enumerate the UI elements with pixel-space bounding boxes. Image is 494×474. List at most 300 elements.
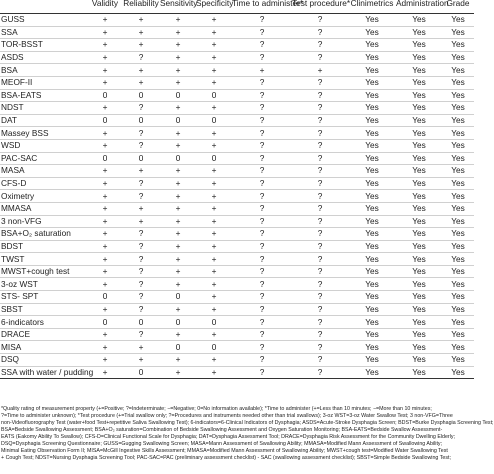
rating-cell: ? [292, 341, 348, 354]
table-body [0, 14, 474, 379]
rating-cell: ? [232, 240, 292, 253]
rating-cell: Yes [442, 51, 474, 64]
rating-cell: + [88, 64, 122, 77]
rating-cell: + [196, 202, 232, 215]
rating-cell: + [122, 215, 160, 228]
rating-cell: Yes [396, 240, 442, 253]
table-row [0, 202, 474, 215]
rating-cell: Yes [442, 76, 474, 89]
rating-cell: Yes [396, 341, 442, 354]
tool-name-cell: BSA [0, 64, 88, 77]
rating-cell: Yes [442, 354, 474, 367]
rating-cell: Yes [348, 215, 396, 228]
column-header: Specificity [196, 0, 232, 14]
rating-cell: Yes [442, 278, 474, 291]
rating-cell: ? [232, 316, 292, 329]
rating-cell: ? [292, 139, 348, 152]
rating-cell: ? [292, 152, 348, 165]
table-row [0, 64, 474, 77]
rating-cell: ? [122, 278, 160, 291]
rating-cell: Yes [396, 102, 442, 115]
rating-cell: 0 [160, 89, 196, 102]
rating-cell: Yes [396, 76, 442, 89]
rating-cell: Yes [396, 354, 442, 367]
rating-cell: ? [232, 177, 292, 190]
rating-cell: + [122, 202, 160, 215]
footnote-line: + Cough Test; NDST=Nursing Dysphagia Screening Tool; PAC-SAC=PAC (preliminary assessment checklist) - SAC (swallowing assessment checklist); SBST=Simple Bedside Swallowing Test; [1, 455, 451, 461]
rating-cell: 0 [160, 291, 196, 304]
rating-cell: ? [122, 139, 160, 152]
rating-cell: 0 [122, 152, 160, 165]
rating-cell: + [88, 165, 122, 178]
footnote-line: DSQ=Dysphagia Screening Questionnaire; GUSS=Gugging Swallowing Screen; MASA=Mann Assessment of Swallowing Ability; MMASA=Modified Mann Assessment of Swallowing Ability; [1, 441, 443, 447]
table-row [0, 114, 474, 127]
rating-cell: Yes [442, 152, 474, 165]
rating-cell: Yes [442, 265, 474, 278]
rating-cell: + [160, 354, 196, 367]
column-header: Time to administer* [232, 0, 292, 14]
rating-cell: + [88, 177, 122, 190]
rating-cell: + [88, 139, 122, 152]
rating-cell: + [160, 64, 196, 77]
rating-cell: + [88, 303, 122, 316]
rating-cell: + [196, 228, 232, 241]
tool-name-cell: ASDS [0, 51, 88, 64]
rating-cell: Yes [396, 328, 442, 341]
rating-cell: Yes [396, 152, 442, 165]
rating-cell: Yes [442, 165, 474, 178]
rating-cell: + [88, 354, 122, 367]
rating-cell: Yes [396, 14, 442, 27]
rating-cell: Yes [348, 64, 396, 77]
rating-cell: Yes [442, 253, 474, 266]
table-row [0, 177, 474, 190]
rating-cell: Yes [442, 39, 474, 52]
rating-cell: Yes [396, 366, 442, 379]
tool-name-cell: STS- SPT [0, 291, 88, 304]
rating-cell: + [196, 26, 232, 39]
rating-cell: 0 [160, 316, 196, 329]
rating-cell: ? [292, 177, 348, 190]
rating-cell: Yes [396, 215, 442, 228]
footnote-line: non-Videofluorography Test (water+food Test+repetitive Saliva Swallowing Test); 6-indicators=6-Clinical Indicators of Dysphagia; ASDS=Acute-Stroke Dysphagia Screen; BDST=Burke Dysphagia Screening Test; [1, 420, 494, 426]
rating-cell: Yes [442, 316, 474, 329]
rating-cell: + [88, 240, 122, 253]
rating-cell: + [88, 76, 122, 89]
rating-cell: Yes [348, 26, 396, 39]
table-row [0, 190, 474, 203]
table-row [0, 51, 474, 64]
rating-cell: + [122, 165, 160, 178]
rating-cell: ? [292, 190, 348, 203]
rating-cell: Yes [348, 89, 396, 102]
rating-cell: ? [232, 76, 292, 89]
rating-cell: Yes [396, 228, 442, 241]
rating-cell: + [88, 215, 122, 228]
rating-cell: + [88, 328, 122, 341]
rating-cell: ? [232, 291, 292, 304]
rating-cell: ? [292, 102, 348, 115]
rating-cell: ? [232, 89, 292, 102]
rating-cell: Yes [348, 139, 396, 152]
rating-cell: Yes [396, 127, 442, 140]
rating-cell: Yes [348, 328, 396, 341]
rating-cell: + [196, 64, 232, 77]
rating-cell: ? [232, 253, 292, 266]
table-row [0, 278, 474, 291]
rating-cell: ? [122, 240, 160, 253]
rating-cell: Yes [396, 89, 442, 102]
tool-name-cell: SSA with water / pudding [1, 366, 94, 377]
rating-cell: + [160, 165, 196, 178]
rating-cell: Yes [396, 253, 442, 266]
tool-name-cell: BDST [0, 240, 88, 253]
rating-cell: Yes [442, 102, 474, 115]
rating-cell: + [196, 354, 232, 367]
rating-cell: + [88, 228, 122, 241]
rating-cell: + [88, 366, 122, 379]
rating-cell: Yes [348, 165, 396, 178]
rating-cell: ? [292, 14, 348, 27]
table-row [0, 76, 474, 89]
rating-cell: + [196, 265, 232, 278]
rating-cell: Yes [348, 127, 396, 140]
table-row [0, 354, 474, 367]
rating-cell: + [160, 265, 196, 278]
rating-cell: 0 [196, 341, 232, 354]
rating-cell: ? [292, 278, 348, 291]
rating-cell: + [196, 139, 232, 152]
table-row [0, 291, 474, 304]
rating-cell: + [88, 26, 122, 39]
tool-name-cell: Oximetry [0, 190, 88, 203]
tool-name-cell: MWST+cough test [0, 265, 88, 278]
rating-cell: + [196, 253, 232, 266]
rating-cell: 0 [196, 114, 232, 127]
rating-cell: ? [292, 26, 348, 39]
rating-cell: ? [122, 291, 160, 304]
rating-cell: Yes [396, 64, 442, 77]
rating-cell: ? [292, 215, 348, 228]
rating-cell: + [160, 177, 196, 190]
rating-cell: ? [232, 39, 292, 52]
table-row [0, 152, 474, 165]
rating-cell: Yes [396, 278, 442, 291]
rating-cell: ? [232, 354, 292, 367]
rating-cell: + [196, 303, 232, 316]
rating-cell: + [122, 14, 160, 27]
rating-cell: + [196, 215, 232, 228]
rating-cell: ? [292, 328, 348, 341]
rating-cell: ? [292, 114, 348, 127]
rating-cell: ? [122, 328, 160, 341]
rating-cell: ? [292, 303, 348, 316]
rating-cell: + [88, 102, 122, 115]
rating-cell: Yes [396, 303, 442, 316]
rating-cell: + [196, 190, 232, 203]
rating-cell: + [160, 139, 196, 152]
tool-name-cell: SBST [0, 303, 88, 316]
footnote-line: EATS (Eakomy Ability To Swallow); CFS-D=Clinical Functional Scale for Dysphagia; DAT=Dysphagia Assessment Tool; DRACE=Dysphagia Risk Assessment for the Community Dwelling Elderly; [1, 434, 455, 440]
rating-cell: Yes [348, 303, 396, 316]
rating-cell: 0 [160, 152, 196, 165]
column-header: Administration [396, 0, 442, 14]
rating-cell: + [160, 228, 196, 241]
rating-cell: Yes [442, 366, 474, 379]
rating-cell: Yes [348, 190, 396, 203]
footnote-line: *Quality rating of measurement property (+=Positive; ?=Indeterminate; −=Negative; 0=No information available); *Time to administer (+=Less than 10 minutes; −=More than 10 minutes; [1, 406, 432, 412]
rating-cell: + [196, 291, 232, 304]
rating-cell: + [196, 328, 232, 341]
rating-cell: Yes [442, 202, 474, 215]
column-header: Clinimetrics [348, 0, 396, 14]
rating-cell: ? [292, 202, 348, 215]
rating-cell: + [160, 39, 196, 52]
rating-cell: ? [232, 102, 292, 115]
table-row [0, 26, 474, 39]
rating-cell: ? [292, 228, 348, 241]
rating-cell: Yes [348, 240, 396, 253]
table-row [0, 215, 474, 228]
tool-name-cell: WSD [0, 139, 88, 152]
rating-cell: Yes [348, 265, 396, 278]
column-header [0, 0, 88, 14]
rating-cell: 0 [196, 152, 232, 165]
table-row [0, 265, 474, 278]
rating-cell: Yes [442, 14, 474, 27]
rating-cell: ? [292, 76, 348, 89]
rating-cell: + [160, 278, 196, 291]
rating-cell: ? [122, 228, 160, 241]
rating-cell: ? [232, 165, 292, 178]
rating-cell: Yes [348, 14, 396, 27]
rating-cell: Yes [396, 177, 442, 190]
rating-cell: Yes [348, 316, 396, 329]
table-row [0, 89, 474, 102]
rating-cell: ? [292, 253, 348, 266]
table-row [0, 316, 474, 329]
tool-name-cell: TOR-BSST [0, 39, 88, 52]
rating-cell: Yes [442, 64, 474, 77]
rating-cell: + [88, 190, 122, 203]
table-row [0, 240, 474, 253]
rating-cell: Yes [442, 127, 474, 140]
rating-cell: 0 [196, 89, 232, 102]
column-header: Grade [442, 0, 474, 14]
rating-cell: Yes [348, 253, 396, 266]
rating-cell: ? [292, 51, 348, 64]
rating-cell: Yes [442, 303, 474, 316]
rating-cell: + [160, 215, 196, 228]
tool-name-cell: CFS-D [0, 177, 88, 190]
tool-name-cell: 6-indicators [0, 316, 88, 329]
rating-cell: 0 [160, 341, 196, 354]
rating-cell: + [122, 354, 160, 367]
rating-cell: Yes [348, 39, 396, 52]
rating-cell: + [196, 177, 232, 190]
rating-cell: ? [122, 253, 160, 266]
rating-cell: Yes [348, 177, 396, 190]
table-row [0, 139, 474, 152]
rating-cell: Yes [348, 228, 396, 241]
rating-cell: + [88, 14, 122, 27]
rating-cell: ? [232, 366, 292, 379]
rating-cell: 0 [88, 89, 122, 102]
tool-name-cell: 3-oz WST [0, 278, 88, 291]
rating-cell: + [196, 14, 232, 27]
rating-cell: + [122, 26, 160, 39]
rating-cell: ? [232, 26, 292, 39]
rating-cell: + [88, 39, 122, 52]
rating-cell: ? [292, 127, 348, 140]
rating-cell: Yes [396, 265, 442, 278]
rating-cell: + [160, 76, 196, 89]
rating-cell: ? [232, 341, 292, 354]
rating-cell: Yes [348, 114, 396, 127]
rating-cell: ? [122, 102, 160, 115]
footnote-line: Minimal Eating Observation Form II; MISA=McGill Ingestive Skills Assessment; MMASA=Modified Mann Assessment of Swallowing Ability; MWST+cough test=Modified Water Swallowing Test [1, 448, 448, 454]
rating-cell: ? [292, 354, 348, 367]
rating-cell: Yes [348, 152, 396, 165]
rating-cell: ? [292, 316, 348, 329]
column-header: Reliability [122, 0, 160, 14]
rating-cell: Yes [396, 139, 442, 152]
rating-cell: Yes [348, 102, 396, 115]
rating-cell: Yes [348, 76, 396, 89]
table-footnotes [1, 406, 494, 462]
tool-name-cell: BSA+O₂ saturation [0, 228, 88, 241]
rating-cell: + [196, 366, 232, 379]
rating-cell: ? [232, 152, 292, 165]
tool-name-cell: PAC-SAC [0, 152, 88, 165]
rating-cell: + [122, 341, 160, 354]
rating-cell: 0 [160, 114, 196, 127]
rating-cell: Yes [396, 39, 442, 52]
rating-cell: + [160, 328, 196, 341]
rating-cell: Yes [348, 202, 396, 215]
tool-name-cell: TWST [0, 253, 88, 266]
rating-cell: Yes [442, 139, 474, 152]
tool-name-cell: Massey BSS [0, 127, 88, 140]
rating-cell: Yes [396, 114, 442, 127]
rating-cell: 0 [88, 114, 122, 127]
rating-cell: ? [232, 51, 292, 64]
rating-cell: ? [232, 265, 292, 278]
rating-cell: + [122, 64, 160, 77]
rating-cell: Yes [396, 26, 442, 39]
rating-cell: + [196, 51, 232, 64]
rating-cell: ? [122, 303, 160, 316]
rating-cell: ? [292, 265, 348, 278]
rating-cell: + [122, 39, 160, 52]
rating-cell: 0 [122, 89, 160, 102]
column-header: Validity [88, 0, 122, 14]
table-row [0, 228, 474, 241]
rating-cell: + [160, 240, 196, 253]
footnote-line: ?=Time to administer unknown); *Test procedure (+=Trial swallow only; ?=Procedures and instruments needed other than trial swallows); 3-oz WST=3-oz Water Swallow Test; 3 non-VFG=Three [1, 413, 453, 419]
rating-cell: ? [292, 366, 348, 379]
rating-cell: ? [232, 328, 292, 341]
rating-cell: Yes [442, 190, 474, 203]
rating-cell: + [196, 278, 232, 291]
rating-cell: + [88, 51, 122, 64]
tool-name-cell: BSA-EATS [0, 89, 88, 102]
tool-name-cell: 3 non-VFG [0, 215, 88, 228]
rating-cell: ? [232, 114, 292, 127]
rating-cell: Yes [348, 354, 396, 367]
rating-cell: 0 [122, 316, 160, 329]
table-row [0, 303, 474, 316]
rating-cell: Yes [348, 291, 396, 304]
rating-cell: + [160, 102, 196, 115]
rating-cell: 0 [88, 152, 122, 165]
tool-name-cell: GUSS [0, 14, 88, 27]
rating-cell: ? [292, 165, 348, 178]
rating-cell: + [88, 202, 122, 215]
rating-cell: + [160, 26, 196, 39]
table-row [0, 366, 474, 379]
rating-cell: + [196, 39, 232, 52]
rating-cell: + [196, 240, 232, 253]
rating-cell: ? [232, 303, 292, 316]
rating-cell: Yes [396, 316, 442, 329]
tool-name-cell: MMASA [0, 202, 88, 215]
tool-name-cell: SSA [0, 26, 88, 39]
rating-cell: + [160, 366, 196, 379]
rating-cell: + [160, 51, 196, 64]
rating-cell: Yes [442, 177, 474, 190]
rating-cell: Yes [442, 328, 474, 341]
rating-cell: + [160, 127, 196, 140]
rating-cell: Yes [442, 114, 474, 127]
tool-name-cell: MISA [0, 341, 88, 354]
rating-cell: Yes [442, 228, 474, 241]
tool-name-cell: MEOF-II [0, 76, 88, 89]
rating-cell: Yes [348, 278, 396, 291]
table-row [0, 39, 474, 52]
rating-cell: Yes [396, 202, 442, 215]
table-row [0, 341, 474, 354]
rating-cell: + [160, 303, 196, 316]
rating-cell: 0 [88, 291, 122, 304]
rating-cell: + [122, 76, 160, 89]
table-header-row [0, 0, 474, 14]
rating-cell: Yes [442, 26, 474, 39]
rating-cell: ? [292, 240, 348, 253]
rating-cell: Yes [442, 240, 474, 253]
rating-cell: ? [232, 278, 292, 291]
table-row [0, 14, 474, 27]
rating-cell: + [196, 76, 232, 89]
rating-cell: Yes [396, 190, 442, 203]
rating-cell: ? [232, 228, 292, 241]
rating-cell: ? [292, 89, 348, 102]
rating-cell: + [232, 64, 292, 77]
rating-cell: + [160, 253, 196, 266]
tool-name-cell: DRACE [0, 328, 88, 341]
rating-cell: ? [232, 14, 292, 27]
table-row [0, 253, 474, 266]
table-row [0, 165, 474, 178]
rating-cell: ? [232, 190, 292, 203]
rating-cell: Yes [396, 165, 442, 178]
rating-cell: ? [292, 291, 348, 304]
rating-cell: + [292, 64, 348, 77]
rating-cell: + [88, 278, 122, 291]
rating-cell: ? [232, 139, 292, 152]
rating-cell: ? [122, 190, 160, 203]
rating-cell: 0 [122, 366, 160, 379]
